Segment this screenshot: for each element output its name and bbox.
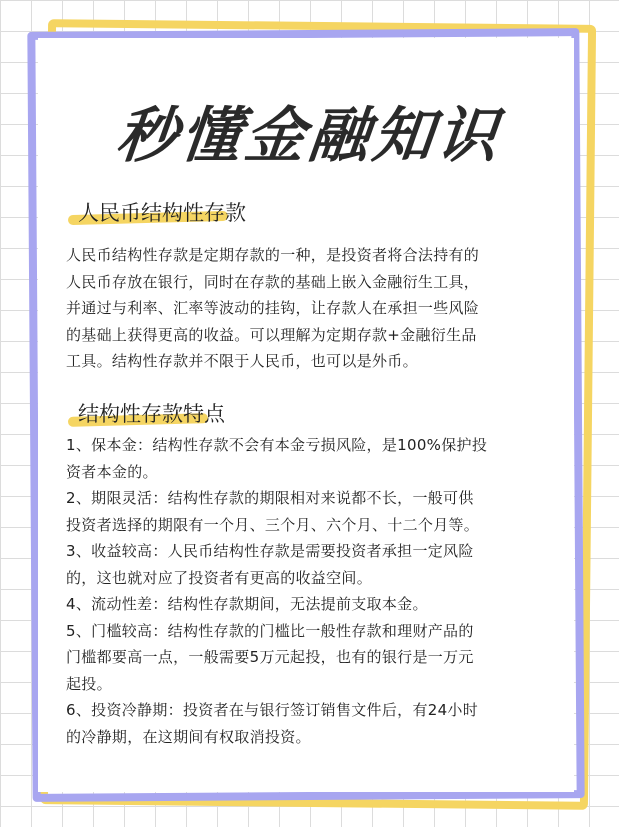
section-heading-features: 结构性存款特点 <box>78 402 225 426</box>
page-title: 秒懂金融知识 <box>113 101 505 171</box>
section-body-features: 1、保本金：结构性存款不会有本金亏损风险，是100%保护投 资者本金的。 2、期限灵活：结构性存款的期限相对来说都不长，一般可供 投资者选择的期限有一个月、三个月、六个月、十二个月等。 3、收益较高：人民币结构性存款是需要投资者承担一定风险 的，这也就对应了投资者有更高的收益空间。 4、流动性差：结构性存款期间，无法提前支取本金。 5、门槛较高：结构性存款的门槛比一般性存款和理财产品的 门槛都要高一点，一般需要5万元起投，也有的银行是一万元 起投。 6、投资冷静期：投资者在与银行签订销售文件后，有24小时 的冷静期，在这期间有权取消投资。 <box>66 436 488 746</box>
section-body-definition: 人民币结构性存款是定期存款的一种，是投资者将合法持有的 人民币存放在银行，同时在存款的基础上嵌入金融衍生工具， 并通过与利率、汇率等波动的挂钩，让存款人在承担一些风险 的基础上获得更高的收益。可以理解为定期存款+金融衍生品 工具。结构性存款并不限于人民币，也可以是外币。 <box>66 246 480 370</box>
section-heading-rmb-structured-deposit: 人民币结构性存款 <box>78 201 246 225</box>
